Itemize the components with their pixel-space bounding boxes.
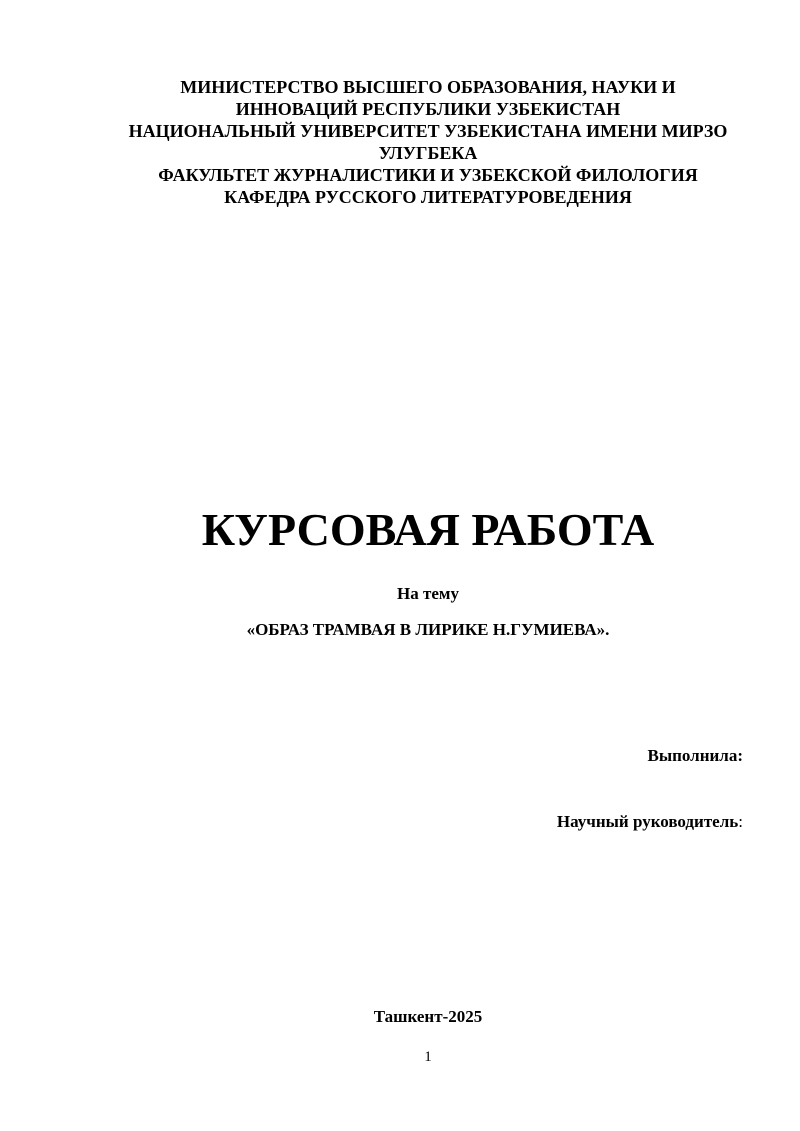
theme-text: «ОБРАЗ ТРАМВАЯ В ЛИРИКЕ Н.ГУМИЕВА». (246, 620, 610, 639)
theme-label: На тему (397, 584, 459, 603)
supervisor-line (557, 811, 743, 833)
supervisor-label: Научный руководитель (556, 812, 739, 831)
performed-by-line (647, 745, 743, 767)
header-line-university-2: УЛУГБЕКА (378, 143, 478, 163)
institution-header (100, 76, 756, 208)
city-year: Ташкент-2025 (373, 1007, 483, 1026)
document-title: КУРСОВАЯ РАБОТА (201, 504, 655, 555)
header-line-university-1: НАЦИОНАЛЬНЫЙ УНИВЕРСИТЕТ УЗБЕКИСТАНА ИМЕНИ МИРЗО (128, 121, 728, 141)
header-line-department: КАФЕДРА РУССКОГО ЛИТЕРАТУРОВЕДЕНИЯ (224, 187, 632, 207)
performed-by-label: Выполнила: (647, 746, 743, 765)
page-number: 1 (424, 1049, 432, 1065)
supervisor-colon: : (738, 812, 743, 831)
header-line-ministry-2: ИННОВАЦИЙ РЕСПУБЛИКИ УЗБЕКИСТАН (235, 99, 621, 119)
header-line-ministry-1: МИНИСТЕРСТВО ВЫСШЕГО ОБРАЗОВАНИЯ, НАУКИ И (180, 77, 676, 97)
header-line-faculty: ФАКУЛЬТЕТ ЖУРНАЛИСТИКИ И УЗБЕКСКОЙ ФИЛОЛОГИЯ (158, 165, 698, 185)
